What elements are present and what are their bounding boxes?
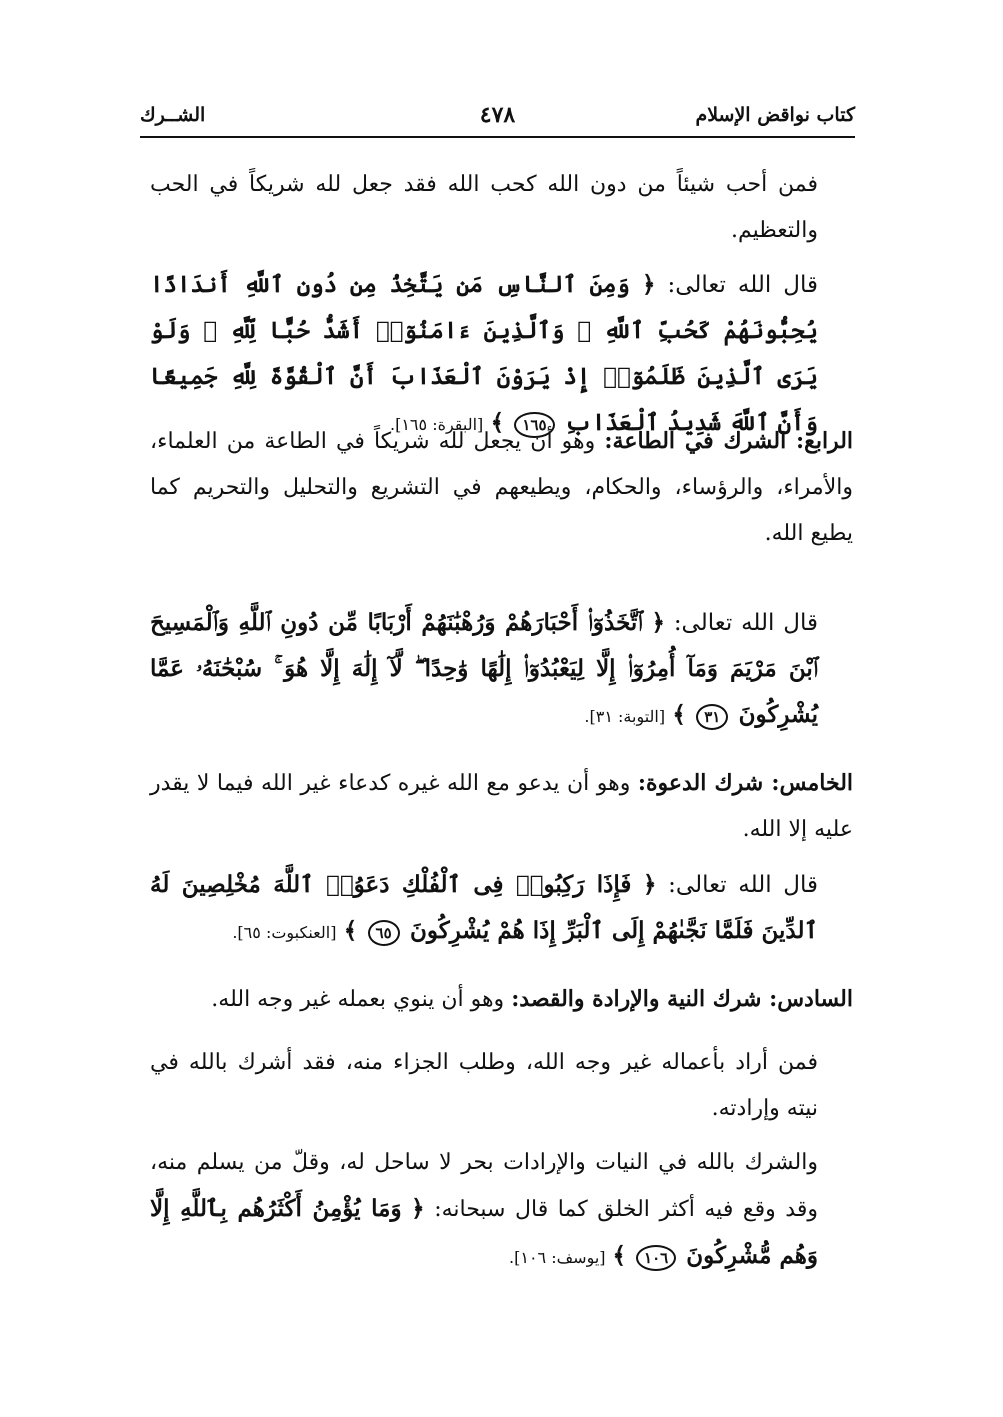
ornate-bracket-close: ﴾ <box>490 409 505 436</box>
verse-reference: [يوسف: ١٠٦]. <box>509 1248 606 1267</box>
quran-quote-ankabut <box>150 862 818 956</box>
ornate-bracket-open: ﴿ <box>651 609 665 636</box>
ornate-bracket-open: ﴿ <box>643 871 657 898</box>
quote-intro: قال الله تعالى: <box>668 872 818 898</box>
paragraph-intention-ocean <box>150 1140 818 1281</box>
section-heading: الخامس: شرك الدعوة: <box>637 770 854 796</box>
paragraph-love-shirk <box>150 162 818 254</box>
page-number: ٤٧٨ <box>479 102 516 128</box>
paragraph-text: فمن أحب شيئاً من دون الله كحب الله فقد جعل لله شريكاً في الحب والتعظيم. <box>150 172 818 243</box>
ornate-bracket-open: ﴿ <box>411 1195 425 1222</box>
section-heading: الرابع: الشرك في الطاعة: <box>604 428 854 454</box>
ayah-number-marker: ٣١ <box>696 704 728 730</box>
quote-intro: قال الله تعالى: <box>673 610 819 636</box>
section-supplication-shirk <box>150 760 853 853</box>
quran-verse: ٱتَّخَذُوٓا۟ أَحْبَارَهُمْ وَرُهْبَٰنَهُمْ أَرْبَابًا مِّن دُونِ ٱللَّهِ وَٱلْمَسِيحَ ٱبْنَ مَرْيَمَ وَمَآ أُمِرُوٓا۟ إِلَّا لِيَعْبُدُوٓا۟ إِلَٰهًا وَٰحِدًا ۖ لَّآ إِلَٰهَ إِلَّا هُوَ ۚ سُبْحَٰنَهُۥ عَمَّا يُشْرِكُونَ <box>150 609 818 728</box>
chapter-title: الشــرك <box>140 104 206 126</box>
quran-verse: وَمَا يُؤْمِنُ أَكْثَرُهُم بِٱللَّهِ إِلَّا وَهُم مُّشْرِكُونَ <box>150 1195 818 1269</box>
section-heading: السادس: شرك النية والإرادة والقصد: <box>511 986 853 1012</box>
ornate-bracket-open: ﴿ <box>641 271 656 298</box>
ornate-bracket-close: ﴾ <box>672 701 686 728</box>
verse-reference: [البقرة: ١٦٥]. <box>390 415 484 434</box>
quote-intro: قال الله تعالى: <box>667 272 818 298</box>
paragraph-text: فمن أراد بأعماله غير وجه الله، وطلب الجزاء منه، فقد أشرك بالله في نيته وإرادته. <box>150 1050 818 1121</box>
ayah-number-marker: ١٠٦ <box>636 1245 676 1271</box>
section-text: وهو أن يجعل لله شريكاً في الطاعة من العلماء، والأمراء، والرؤساء، والحكام، ويطيعهم في التشريع والتحليل والتحريم كما يطيع الله. <box>150 429 853 546</box>
ayah-number-marker: ٦٥ <box>368 920 400 946</box>
paragraph-text: والشرك بالله في النيات والإرادات بحر لا ساحل له، وقلّ من يسلم منه، وقد وقع فيه أكثر الخلق كما قال سبحانه: <box>150 1150 818 1222</box>
section-text: وهو أن ينوي بعمله غير وجه الله. <box>211 987 505 1012</box>
section-obedience-shirk <box>150 418 853 557</box>
verse-reference: [العنكبوت: ٦٥]. <box>232 923 337 942</box>
quran-verse: وَمِنَ ٱلنَّاسِ مَن يَتَّخِذُ مِن دُونِ ٱللَّهِ أَندَادًا يُحِبُّونَهُمْ كَحُبِّ ٱللَّهِ ۖ وَٱلَّذِينَ ءَامَنُوٓا۟ أَشَدُّ حُبًّا لِّلَّهِ ۗ وَلَوْ يَرَى ٱلَّذِينَ ظَلَمُوٓا۟ إِذْ يَرَوْنَ ٱلْعَذَابَ أَنَّ ٱلْقُوَّةَ لِلَّهِ جَمِيعًا وَأَنَّ ٱللَّهَ شَدِيدُ ٱلْعَذَابِ <box>150 271 818 436</box>
header-rule <box>140 136 855 138</box>
quran-verse: فَإِذَا رَكِبُوا۟ فِى ٱلْفُلْكِ دَعَوُا۟ ٱللَّهَ مُخْلِصِينَ لَهُ ٱلدِّينَ فَلَمَّا نَجَّىٰهُمْ إِلَى ٱلْبَرِّ إِذَا هُمْ يُشْرِكُونَ <box>150 871 818 944</box>
quran-quote-tawbah <box>150 600 818 740</box>
paragraph-intention-deeds <box>150 1040 818 1132</box>
ornate-bracket-close: ﴾ <box>343 917 358 944</box>
ayah-number-marker: ١٦٥ <box>514 412 554 438</box>
page-header <box>140 104 855 136</box>
section-text: وهو أن يدعو مع الله غيره كدعاء غير الله فيما لا يقدر عليه إلا الله. <box>150 771 853 842</box>
section-intention-shirk <box>150 976 853 1023</box>
ornate-bracket-close: ﴾ <box>612 1242 627 1269</box>
book-title: كتاب نواقض الإسلام <box>695 104 855 126</box>
verse-reference: [التوبة: ٣١]. <box>584 707 666 726</box>
